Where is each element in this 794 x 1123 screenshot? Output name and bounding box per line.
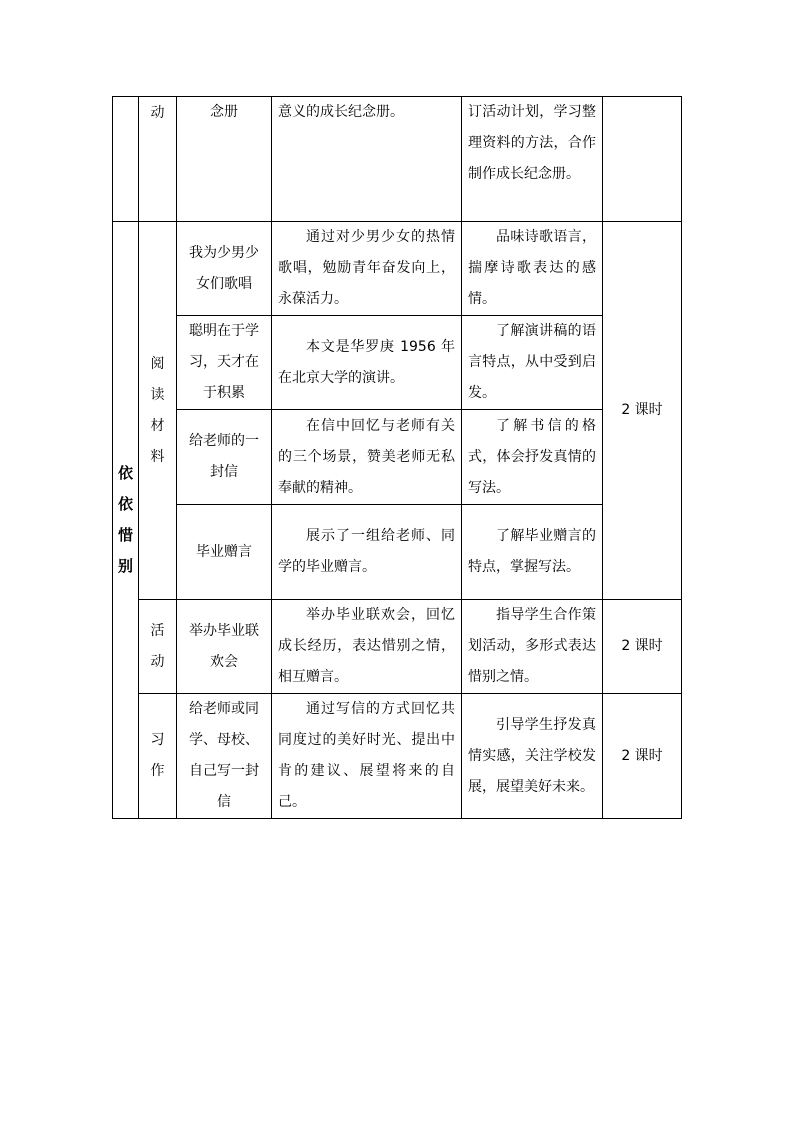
theme-char: 依 [117,495,133,513]
hours-cell: 2 课时 [603,222,682,600]
content-cell: 通过写信的方式回忆共同度过的美好时光、提出中肯的建议、展望将来的自己。 [272,694,462,819]
title-cell: 我为少男少女们歌唱 [177,222,272,316]
goal-cell: 订活动计划，学习整理资料的方法，合作制作成长纪念册。 [462,97,603,222]
unit-type-char: 活 [150,622,165,639]
table-row [113,316,682,410]
goal-cell: 了解演讲稿的语言特点，从中受到启发。 [462,316,603,410]
title-cell: 给老师的一封信 [177,410,272,505]
table-row [113,694,682,819]
title-cell: 聪明在于学习，天才在于积累 [177,316,272,410]
reading-label-char: 料 [150,448,165,465]
goal-cell: 了解书信的格式，体会抒发真情的写法。 [462,410,603,505]
goal-cell: 了解毕业赠言的特点，掌握写法。 [462,505,603,600]
goal-cell: 品味诗歌语言，揣摩诗歌表达的感情。 [462,222,603,316]
theme-char: 依 [117,464,133,482]
content-cell: 在信中回忆与老师有关的三个场景，赞美老师无私奉献的精神。 [272,410,462,505]
unit-type-char: 习 [150,732,165,748]
table-row [113,222,682,316]
unit-type-char: 动 [150,653,165,670]
theme-cell-empty [113,97,139,222]
content-cell: 意义的成长纪念册。 [272,97,462,222]
reading-label-char: 阅 [150,355,165,372]
unit-type-cell [139,97,177,222]
table-row [113,97,682,222]
theme-char: 别 [117,557,133,575]
unit-type-cell [139,694,177,819]
table-row [113,410,682,505]
reading-label-char: 材 [150,417,165,434]
content-cell: 展示了一组给老师、同学的毕业赠言。 [272,505,462,600]
lesson-plan-table [112,96,682,819]
goal-cell: 指导学生合作策划活动，多形式表达惜别之情。 [462,600,603,694]
content-cell: 通过对少男少女的热情歌唱，勉励青年奋发向上，永葆活力。 [272,222,462,316]
unit-type-char: 作 [150,763,165,779]
theme-cell [113,222,139,819]
theme-char: 惜 [117,526,133,544]
content-cell: 举办毕业联欢会，回忆成长经历，表达惜别之情，相互赠言。 [272,600,462,694]
table-row [113,505,682,600]
title-cell: 念册 [177,97,272,222]
goal-cell: 引导学生抒发真情实感，关注学校发展，展望美好未来。 [462,694,603,819]
title-cell: 毕业赠言 [177,505,272,600]
unit-type-cell [139,600,177,694]
unit-type-char: 动 [150,105,165,121]
reading-label-char: 读 [150,386,165,403]
hours-cell: 2 课时 [603,694,682,819]
table-row [113,600,682,694]
title-cell: 举办毕业联欢会 [177,600,272,694]
hours-cell: 2 课时 [603,600,682,694]
reading-label-cell [139,222,177,600]
hours-cell-empty [603,97,682,222]
content-cell: 本文是华罗庚 1956 年在北京大学的演讲。 [272,316,462,410]
title-cell: 给老师或同学、母校、自己写一封信 [177,694,272,819]
